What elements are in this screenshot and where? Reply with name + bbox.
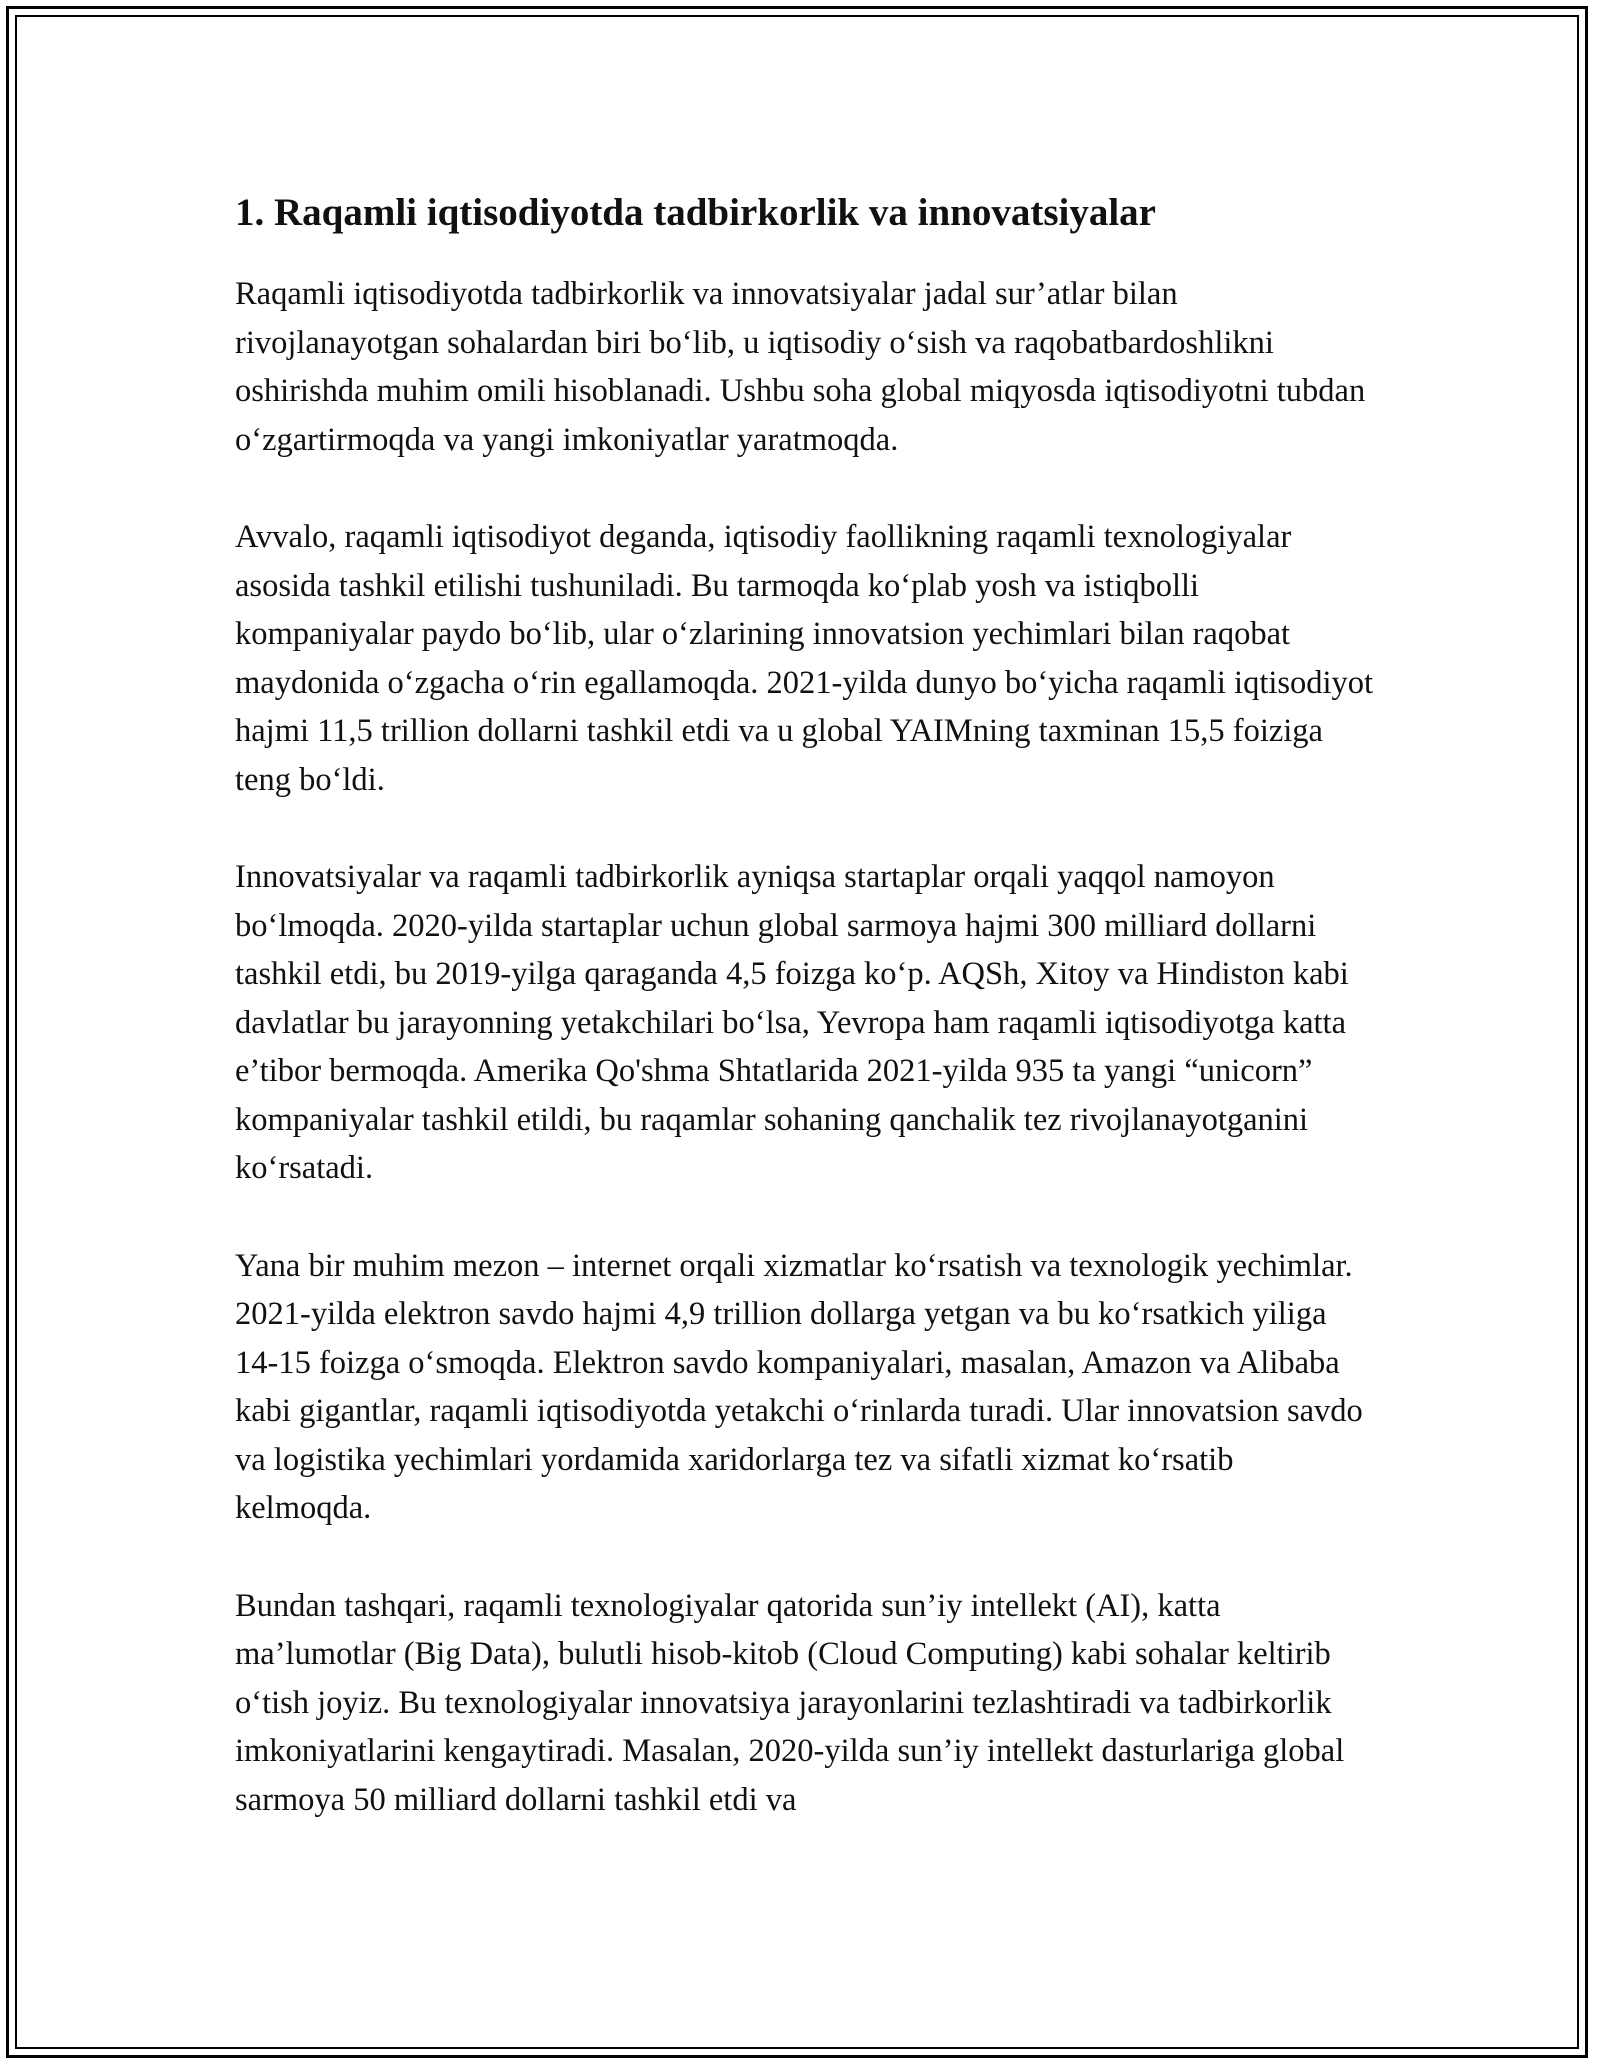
paragraph-2: Avvalo, raqamli iqtisodiyot deganda, iqtisodiy faollikning raqamli texnologiyalar asosida tashkil etilishi tushuniladi. Bu tarmoqda ko‘plab yosh va istiqbolli kompaniyalar paydo bo‘lib, ular o‘zlarining innovatsion yechimlari bilan raqobat maydonida o‘zgacha o‘rin egallamoqda. 2021-yilda dunyo bo‘yicha raqamli iqtisodiyot hajmi 11,5 trillion dollarni tashkil etdi va u global YAIMning taxminan 15,5 foiziga teng bo‘ldi. [235,519,1374,798]
paragraph-1: Raqamli iqtisodiyotda tadbirkorlik va innovatsiyalar jadal sur’atlar bilan rivojlanayotgan sohalardan biri bo‘lib, u iqtisodiy o‘sish va raqobatbardoshlikni oshirishda muhim omili hisoblanadi. Ushbu soha global miqyosda iqtisodiyotni tubdan o‘zgartirmoqda va yangi imkoniyatlar yaratmoqda. [235,276,1366,458]
paragraph-4: Yana bir muhim mezon – internet orqali xizmatlar ko‘rsatish va texnologik yechimlar. 2021-yilda elektron savdo hajmi 4,9 trillion dollarga yetgan va bu ko‘rsatkich yiliga 14-15 foizga o‘smoqda. Elektron savdo kompaniyalari, masalan, Amazon va Alibaba kabi gigantlar, raqamli iqtisodiyotda yetakchi o‘rinlarda turadi. Ular innovatsion savdo va logistika yechimlari yordamida xaridorlarga tez va sifatli xizmat ko‘rsatib kelmoqda. [235,1247,1363,1526]
paragraph-5: Bundan tashqari, raqamli texnologiyalar qatorida sun’iy intellekt (AI), katta ma’lumotlar (Big Data), bulutli hisob-kitob (Cloud Computing) kabi sohalar keltirib o‘tish joyiz. Bu texnologiyalar innovatsiya jarayonlarini tezlashtiradi va tadbirkorlik imkoniyatlarini kengaytiradi. Masalan, 2020-yilda sun’iy intellekt dasturlariga global sarmoya 50 milliard dollarni tashkil etdi va [235,1587,1345,1818]
document-body [235,186,1375,1873]
section-heading: 1. Raqamli iqtisodiyotda tadbirkorlik va innovatsiyalar [235,191,1156,234]
paragraph-3: Innovatsiyalar va raqamli tadbirkorlik ayniqsa startaplar orqali yaqqol namoyon bo‘lmoqda. 2020-yilda startaplar uchun global sarmoya hajmi 300 milliard dollarni tashkil etdi, bu 2019-yilga qaraganda 4,5 foizga ko‘p. AQSh, Xitoy va Hindiston kabi davlatlar bu jarayonning yetakchilari bo‘lsa, Yevropa ham raqamli iqtisodiyotga katta e’tibor bermoqda. Amerika Qo'shma Shtatlarida 2021-yilda 935 ta yangi “unicorn” kompaniyalar tashkil etildi, bu raqamlar sohaning qanchalik tez rivojlanayotganini ko‘rsatadi. [235,859,1349,1186]
